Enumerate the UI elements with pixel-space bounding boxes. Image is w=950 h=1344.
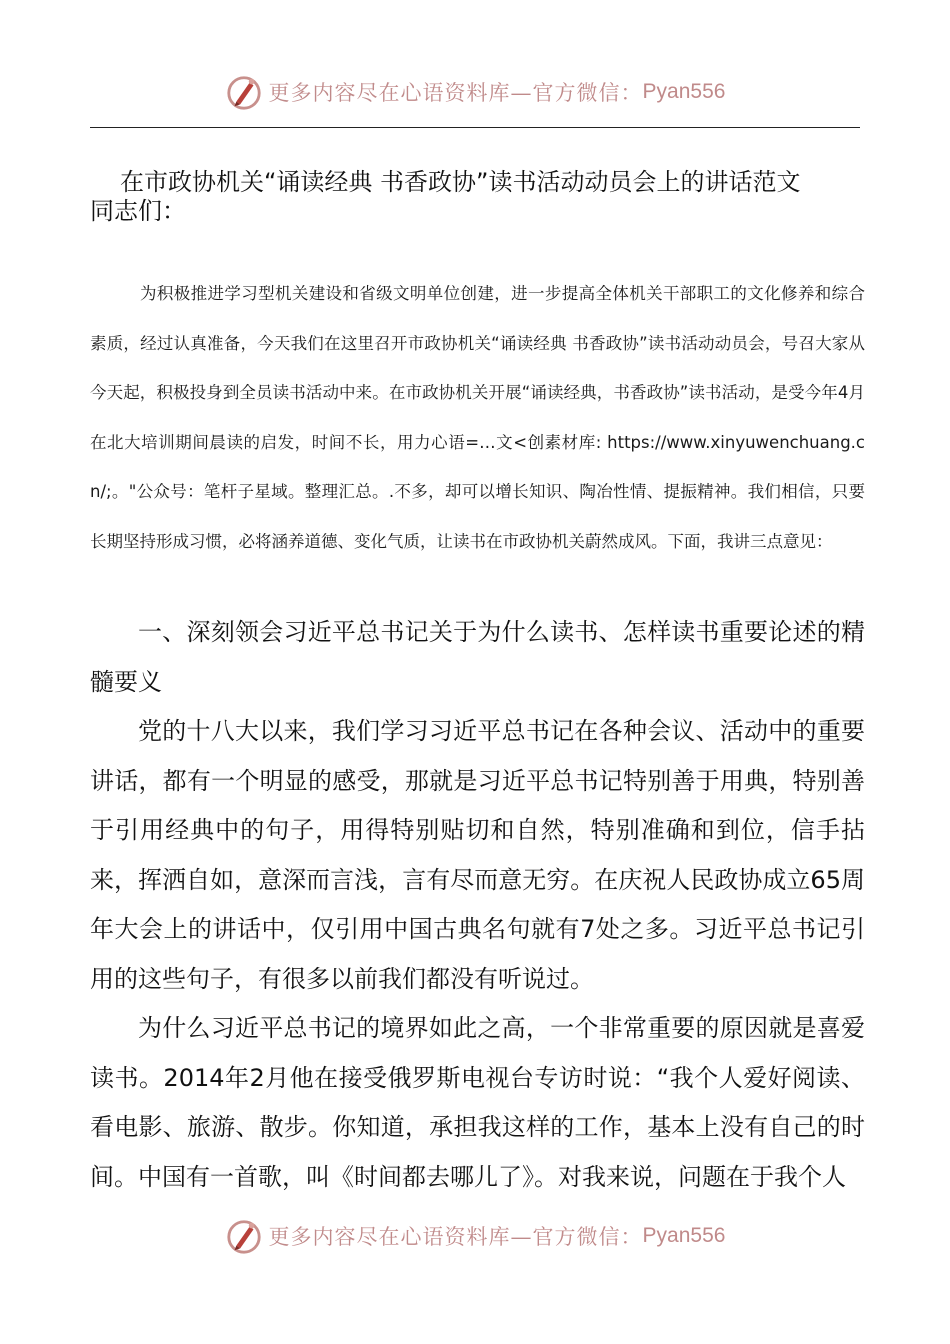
header-divider	[90, 127, 860, 128]
body-paragraph-1: 党的十八大以来，我们学习习近平总书记在各种会议、活动中的重要讲话，都有一个明显的感受，那就是习近平总书记特别善于用典，特别善于引用经典中的句子，用得特别贴切和自然，特别准确和到位，信手拈来，挥洒自如，意深而言浅，言有尽而意无穷。在庆祝人民政协成立65周年大会上的讲话中，仅引用中国古典名句就有7处之多。习近平总书记引用的这些句子，有很多以前我们都没有听说过。	[90, 717, 865, 993]
banner-contact: Pyan556	[642, 80, 726, 103]
document-title: 在市政协机关“诵读经典 书香政协”读书活动动员会上的讲话范文	[120, 168, 801, 196]
footer-banner	[0, 1214, 950, 1258]
pen-logo-icon	[225, 73, 263, 111]
salutation: 同志们：	[90, 197, 186, 225]
body-paragraph-2: 为什么习近平总书记的境界如此之高，一个非常重要的原因就是喜爱读书。2014年2月他在接受俄罗斯电视台专访时说：“我个人爱好阅读、看电影、旅游、散步。你知道，承担我这样的工作，基本上没有自己的时间。中国有一首歌，叫《时间都去哪儿了》。对我来说，问题在于我个人	[90, 1014, 865, 1191]
pen-logo-icon	[225, 1217, 263, 1255]
intro-paragraph: 为积极推进学习型机关建设和省级文明单位创建，进一步提高全体机关干部职工的文化修养和综合素质，经过认真准备，今天我们在这里召开市政协机关“诵读经典 书香政协”读书活动动员会，号召大家从今天起，积极投身到全员读书活动中来。在市政协机关开展“诵读经典，书香政协”读书活动，是受今年4月在北大培训期间晨读的启发，时间不长，用力心语=…文<创素材库: https://www.xinyuwenchuang.cn/;。"公众号：笔杆子星域。整理汇总。.不多，却可以增长知识、陶冶性情、提振精神。我们相信，只要长期坚持形成习惯，必将涵养道德、变化气质，让读书在市政协机关蔚然成风。下面，我讲三点意见：	[90, 284, 865, 551]
banner-contact: Pyan556	[642, 1224, 726, 1247]
banner-text: 更多内容尽在心语资料库—官方微信：	[268, 1225, 643, 1249]
header-banner	[0, 70, 950, 114]
section-heading-1: 一、深刻领会习近平总书记关于为什么读书、怎样读书重要论述的精髓要义	[90, 618, 865, 696]
banner-text: 更多内容尽在心语资料库—官方微信：	[268, 81, 643, 105]
